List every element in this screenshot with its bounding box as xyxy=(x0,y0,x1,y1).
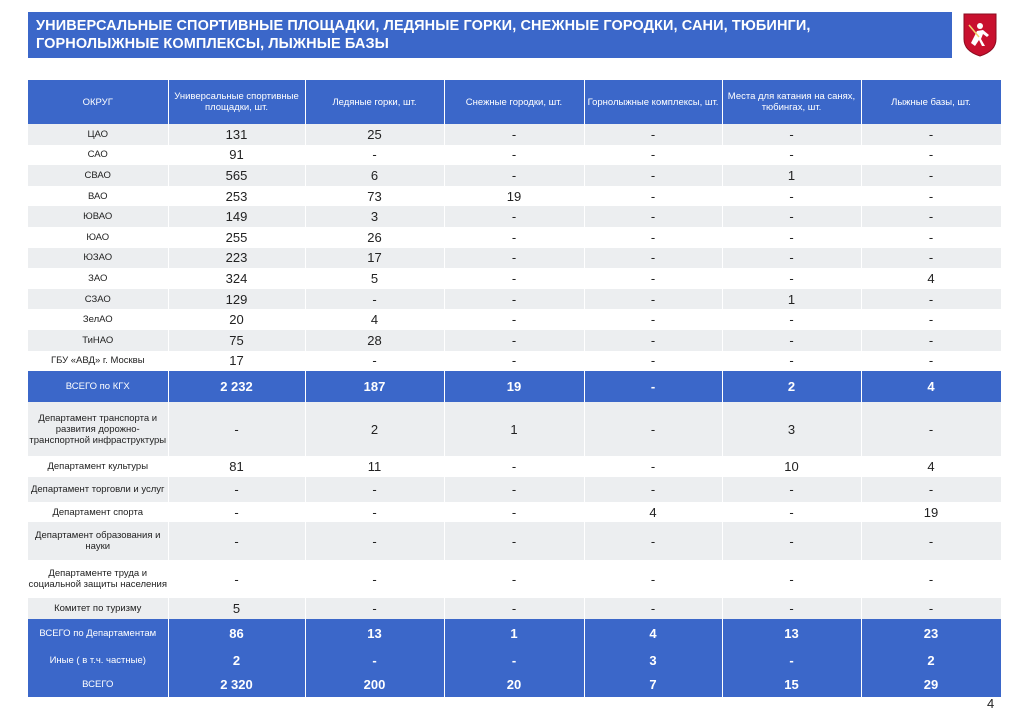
table-cell: 19 xyxy=(444,371,584,402)
row-label: ЮВАО xyxy=(28,206,168,227)
total-row xyxy=(28,619,1001,649)
table-cell: 4 xyxy=(584,619,722,649)
table-cell: - xyxy=(861,289,1001,310)
table-cell: - xyxy=(444,522,584,560)
table-cell: 19 xyxy=(444,186,584,207)
row-label: ВСЕГО по КГХ xyxy=(28,371,168,402)
table-cell: - xyxy=(861,598,1001,619)
table-cell: 2 xyxy=(722,371,861,402)
table-cell: 2 320 xyxy=(168,673,305,697)
table-cell: - xyxy=(305,649,444,673)
column-header: Универсальные спортивные площадки, шт. xyxy=(168,80,305,124)
row-label: ЦАО xyxy=(28,124,168,145)
table-cell: - xyxy=(584,124,722,145)
row-label: ТиНАО xyxy=(28,330,168,351)
row-label: САО xyxy=(28,145,168,166)
table-cell: 15 xyxy=(722,673,861,697)
table-cell: - xyxy=(584,309,722,330)
table-cell: - xyxy=(584,330,722,351)
table-cell: 4 xyxy=(584,502,722,523)
table-cell: 4 xyxy=(305,309,444,330)
table-cell: - xyxy=(305,477,444,502)
table-cell: - xyxy=(584,289,722,310)
column-header: Снежные городки, шт. xyxy=(444,80,584,124)
table-cell: - xyxy=(584,268,722,289)
table-row xyxy=(28,502,1001,523)
row-label: Департамент торговли и услуг xyxy=(28,477,168,502)
table-row xyxy=(28,477,1001,502)
table-row xyxy=(28,598,1001,619)
table-cell: - xyxy=(444,165,584,186)
table-cell: - xyxy=(861,124,1001,145)
table-cell: 17 xyxy=(168,351,305,372)
table-row xyxy=(28,206,1001,227)
row-label: Департамент образования и науки xyxy=(28,522,168,560)
table-cell: - xyxy=(305,598,444,619)
table-cell: - xyxy=(722,268,861,289)
table-cell: - xyxy=(168,560,305,598)
table-row xyxy=(28,186,1001,207)
table-cell: 29 xyxy=(861,673,1001,697)
table-cell: - xyxy=(722,145,861,166)
table-row xyxy=(28,145,1001,166)
table-cell: 13 xyxy=(722,619,861,649)
table-cell: - xyxy=(305,502,444,523)
row-label: ВСЕГО xyxy=(28,673,168,697)
table-cell: - xyxy=(444,502,584,523)
table-cell: - xyxy=(861,477,1001,502)
row-label: ЗАО xyxy=(28,268,168,289)
table-cell: 26 xyxy=(305,227,444,248)
table-cell: - xyxy=(722,477,861,502)
total-row xyxy=(28,371,1001,402)
row-label: Департамент транспорта и развития дорожно-транспортной инфраструктуры xyxy=(28,402,168,456)
table-cell: 565 xyxy=(168,165,305,186)
table-cell: 17 xyxy=(305,248,444,269)
table-cell: - xyxy=(861,165,1001,186)
table-cell: - xyxy=(168,402,305,456)
column-header: Ледяные горки, шт. xyxy=(305,80,444,124)
table-cell: 6 xyxy=(305,165,444,186)
table-cell: - xyxy=(584,248,722,269)
row-label: Департамент культуры xyxy=(28,456,168,477)
table-cell: - xyxy=(584,456,722,477)
table-cell: 81 xyxy=(168,456,305,477)
table-cell: - xyxy=(444,560,584,598)
table-cell: 20 xyxy=(168,309,305,330)
table-cell: - xyxy=(444,351,584,372)
table-cell: 2 xyxy=(168,649,305,673)
table-cell: - xyxy=(444,477,584,502)
table-cell: - xyxy=(584,227,722,248)
table-cell: - xyxy=(305,351,444,372)
table-cell: - xyxy=(722,206,861,227)
table-cell: - xyxy=(861,309,1001,330)
total-row xyxy=(28,673,1001,697)
table-cell: 3 xyxy=(305,206,444,227)
table-cell: - xyxy=(305,289,444,310)
table-cell: 1 xyxy=(722,165,861,186)
table-cell: 25 xyxy=(305,124,444,145)
table-row xyxy=(28,456,1001,477)
column-header: Места для катания на санях, тюбингах, шт. xyxy=(722,80,861,124)
table-cell: - xyxy=(444,124,584,145)
column-header: ОКРУГ xyxy=(28,80,168,124)
table-cell: 19 xyxy=(861,502,1001,523)
table-cell: 1 xyxy=(722,289,861,310)
table-row xyxy=(28,309,1001,330)
table-cell: 223 xyxy=(168,248,305,269)
table-cell: 253 xyxy=(168,186,305,207)
table-cell: - xyxy=(444,289,584,310)
table-cell: 75 xyxy=(168,330,305,351)
table-cell: - xyxy=(861,351,1001,372)
table-row xyxy=(28,330,1001,351)
table-cell: 73 xyxy=(305,186,444,207)
table-cell: - xyxy=(722,598,861,619)
table-cell: - xyxy=(584,145,722,166)
table-cell: - xyxy=(722,248,861,269)
table-cell: 255 xyxy=(168,227,305,248)
row-label: Комитет по туризму xyxy=(28,598,168,619)
table-cell: - xyxy=(584,165,722,186)
table-cell: - xyxy=(584,477,722,502)
table-cell: - xyxy=(305,145,444,166)
table-row xyxy=(28,289,1001,310)
table-cell: 11 xyxy=(305,456,444,477)
table-row xyxy=(28,248,1001,269)
table-cell: - xyxy=(444,598,584,619)
table-cell: 20 xyxy=(444,673,584,697)
page-header xyxy=(28,12,952,58)
table-cell: 200 xyxy=(305,673,444,697)
table-cell: - xyxy=(584,402,722,456)
table-cell: - xyxy=(861,560,1001,598)
page-number: 4 xyxy=(987,696,995,711)
total-row xyxy=(28,649,1001,673)
row-label: ЗелАО xyxy=(28,309,168,330)
table-cell: - xyxy=(722,560,861,598)
table-cell: - xyxy=(861,522,1001,560)
table-cell: - xyxy=(168,522,305,560)
table-cell: - xyxy=(584,351,722,372)
table-cell: - xyxy=(584,522,722,560)
table-cell: - xyxy=(444,649,584,673)
table-cell: 2 232 xyxy=(168,371,305,402)
table-cell: 2 xyxy=(305,402,444,456)
table-cell: - xyxy=(444,309,584,330)
table-cell: - xyxy=(444,206,584,227)
table-cell: 4 xyxy=(861,268,1001,289)
table-cell: 86 xyxy=(168,619,305,649)
table-cell: - xyxy=(444,248,584,269)
table-cell: - xyxy=(444,330,584,351)
table-cell: 2 xyxy=(861,649,1001,673)
table-cell: - xyxy=(722,227,861,248)
row-label: ГБУ «АВД» г. Москвы xyxy=(28,351,168,372)
table-cell: - xyxy=(861,402,1001,456)
table-row xyxy=(28,268,1001,289)
table-cell: 4 xyxy=(861,456,1001,477)
row-label: ВАО xyxy=(28,186,168,207)
table-row xyxy=(28,227,1001,248)
table-cell: - xyxy=(861,206,1001,227)
table-row xyxy=(28,165,1001,186)
table-cell: - xyxy=(584,186,722,207)
column-header: Горнолыжные комплексы, шт. xyxy=(584,80,722,124)
table-cell: 1 xyxy=(444,402,584,456)
table-cell: 1 xyxy=(444,619,584,649)
table-cell: - xyxy=(861,145,1001,166)
table-cell: 5 xyxy=(305,268,444,289)
table-cell: 28 xyxy=(305,330,444,351)
table-cell: 10 xyxy=(722,456,861,477)
table-cell: - xyxy=(722,351,861,372)
table-cell: 131 xyxy=(168,124,305,145)
table-cell: - xyxy=(444,456,584,477)
table-cell: - xyxy=(861,227,1001,248)
table-cell: - xyxy=(584,371,722,402)
page-title-line-2: ГОРНОЛЫЖНЫЕ КОМПЛЕКСЫ, ЛЫЖНЫЕ БАЗЫ xyxy=(36,36,389,52)
column-header: Лыжные базы, шт. xyxy=(861,80,1001,124)
row-label: ВСЕГО по Департаментам xyxy=(28,619,168,649)
table-header-row xyxy=(28,80,1001,124)
table-cell: - xyxy=(722,330,861,351)
table-cell: - xyxy=(584,206,722,227)
row-label: Департаменте труда и социальной защиты населения xyxy=(28,560,168,598)
row-label: СЗАО xyxy=(28,289,168,310)
table-cell: 3 xyxy=(722,402,861,456)
table-cell: - xyxy=(444,145,584,166)
table-cell: 3 xyxy=(584,649,722,673)
page-title-line-1: УНИВЕРСАЛЬНЫЕ СПОРТИВНЫЕ ПЛОЩАДКИ, ЛЕДЯНЫЕ ГОРКИ, СНЕЖНЫЕ ГОРОДКИ, САНИ, ТЮБИНГИ, xyxy=(36,18,811,34)
table-cell: - xyxy=(168,502,305,523)
table-cell: - xyxy=(444,227,584,248)
row-label: СВАО xyxy=(28,165,168,186)
table-cell: - xyxy=(861,248,1001,269)
table-cell: - xyxy=(722,186,861,207)
table-cell: - xyxy=(444,268,584,289)
table-cell: - xyxy=(584,560,722,598)
table-cell: 91 xyxy=(168,145,305,166)
row-label: Департамент спорта xyxy=(28,502,168,523)
table-row xyxy=(28,351,1001,372)
table-cell: - xyxy=(722,309,861,330)
table-cell: - xyxy=(722,522,861,560)
table-cell: 187 xyxy=(305,371,444,402)
table-cell: 324 xyxy=(168,268,305,289)
table-cell: - xyxy=(722,649,861,673)
row-label: ЮАО xyxy=(28,227,168,248)
table-cell: - xyxy=(861,186,1001,207)
table-cell: 5 xyxy=(168,598,305,619)
table-row xyxy=(28,522,1001,560)
facilities-table xyxy=(28,80,1002,697)
table-cell: - xyxy=(168,477,305,502)
table-row xyxy=(28,124,1001,145)
table-cell: - xyxy=(584,598,722,619)
table-row xyxy=(28,402,1001,456)
row-label: ЮЗАО xyxy=(28,248,168,269)
table-cell: - xyxy=(305,522,444,560)
table-cell: 129 xyxy=(168,289,305,310)
table-cell: - xyxy=(722,502,861,523)
table-cell: 23 xyxy=(861,619,1001,649)
table-row xyxy=(28,560,1001,598)
table-cell: 149 xyxy=(168,206,305,227)
moscow-coat-of-arms-icon xyxy=(963,13,997,57)
table-cell: - xyxy=(305,560,444,598)
table-cell: - xyxy=(861,330,1001,351)
table-cell: 4 xyxy=(861,371,1001,402)
table-cell: 13 xyxy=(305,619,444,649)
table-cell: - xyxy=(722,124,861,145)
row-label: Иные ( в т.ч. частные) xyxy=(28,649,168,673)
table-cell: 7 xyxy=(584,673,722,697)
